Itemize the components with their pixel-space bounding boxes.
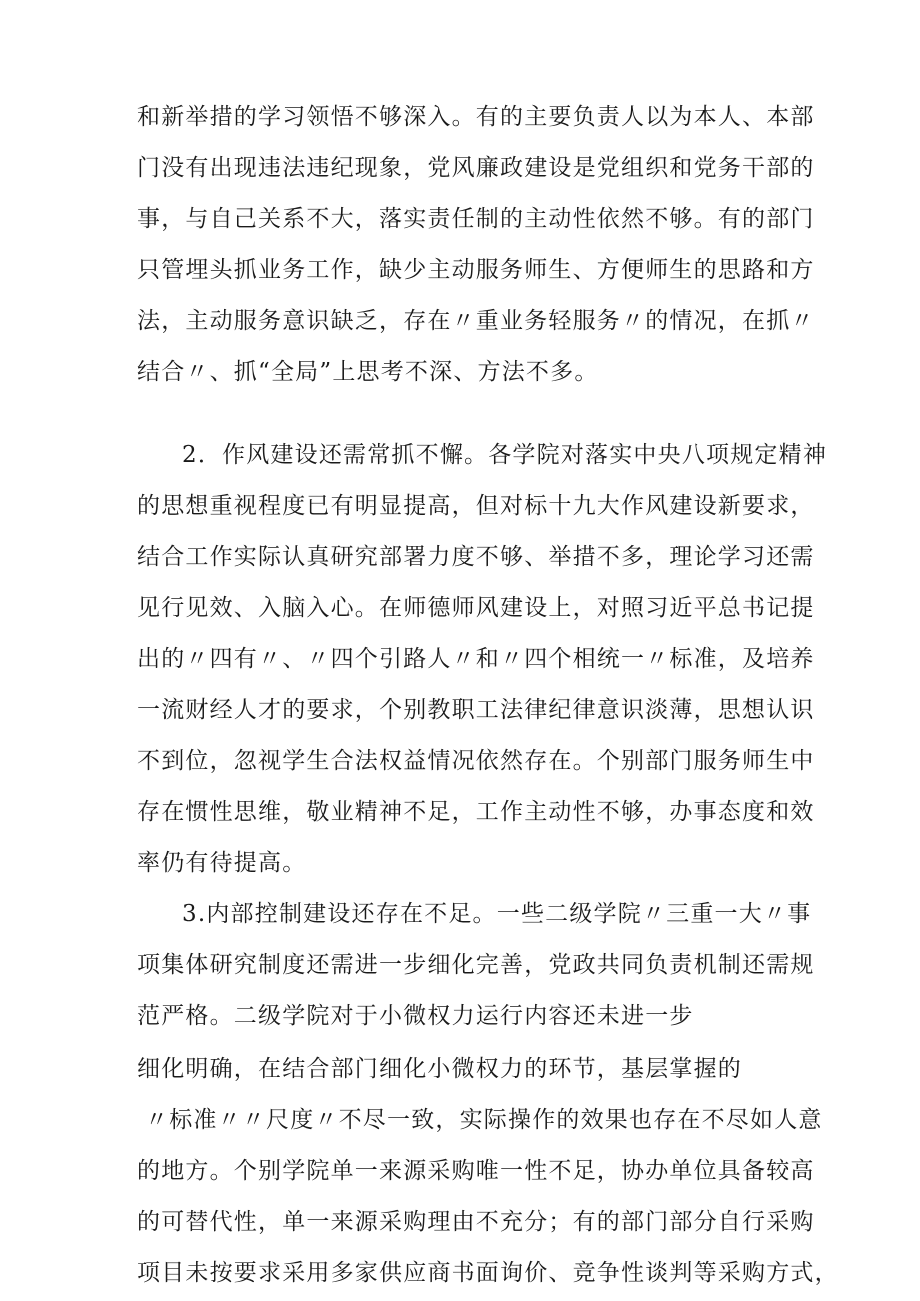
paragraph-3-line-7: 的可替代性，单一来源采购理由不充分；有的部门部分自行采购 <box>137 1209 815 1235</box>
paragraph-2-line-6: 一流财经人才的要求，个别教职工法律纪律意识淡薄，思想认识 <box>137 697 815 723</box>
paragraph-2-line-4: 见行见效、入脑入心。在师德师风建设上，对照习近平总书记提 <box>137 595 815 621</box>
paragraph-2-line-1: 2．作风建设还需常抓不懈。各学院对落实中央八项规定精神 <box>182 442 828 468</box>
paragraph-2-line-8: 存在惯性思维，敬业精神不足，工作主动性不够，办事态度和效 <box>137 799 815 825</box>
paragraph-2-line-2: 的思想重视程度已有明显提高，但对标十九大作风建设新要求， <box>137 493 815 519</box>
paragraph-3-line-3: 范严格。二级学院对于小微权力运行内容还未进一步 <box>137 1003 694 1029</box>
paragraph-3-line-5: 〃标准〃〃尺度〃不尽一致，实际操作的效果也存在不尽如人意 <box>145 1107 823 1133</box>
paragraph-2-line-7: 不到位，忽视学生合法权益情况依然存在。个别部门服务师生中 <box>137 748 815 774</box>
paragraph-1-line-2: 门没有出现违法违纪现象，党风廉政建设是党组织和党务干部的 <box>137 155 815 181</box>
paragraph-1-line-1: 和新举措的学习领悟不够深入。有的主要负责人以为本人、本部 <box>137 104 815 130</box>
paragraph-2-line-5: 出的〃四有〃、〃四个引路人〃和〃四个相统一〃标准，及培养 <box>137 646 815 672</box>
paragraph-1-line-4: 只管埋头抓业务工作，缺少主动服务师生、方便师生的思路和方 <box>137 257 815 283</box>
paragraph-3-line-6: 的地方。个别学院单一来源采购唯一性不足，协办单位具备较高 <box>137 1158 815 1184</box>
paragraph-1-line-3: 事，与自己关系不大，落实责任制的主动性依然不够。有的部门 <box>137 206 815 232</box>
paragraph-3-line-8: 项目未按要求采用多家供应商书面询价、竞争性谈判等采购方式， <box>137 1260 839 1286</box>
paragraph-2-line-9: 率仍有待提高。 <box>137 850 307 876</box>
paragraph-3-line-4: 细化明确，在结合部门细化小微权力的环节，基层掌握的 <box>137 1056 742 1082</box>
paragraph-2-line-3: 结合工作实际认真研究部署力度不够、举措不多，理论学习还需 <box>137 544 815 570</box>
paragraph-3-line-2: 项集体研究制度还需进一步细化完善，党政共同负责机制还需规 <box>137 952 815 978</box>
paragraph-1-line-5: 法，主动服务意识缺乏，存在〃重业务轻服务〃的情况，在抓〃 <box>137 308 815 334</box>
paragraph-3-line-1: 3.内部控制建设还存在不足。一些二级学院〃三重一大〃事 <box>182 901 812 927</box>
paragraph-1-line-6: 结合〃、抓“全局”上思考不深、方法不多。 <box>137 359 599 385</box>
